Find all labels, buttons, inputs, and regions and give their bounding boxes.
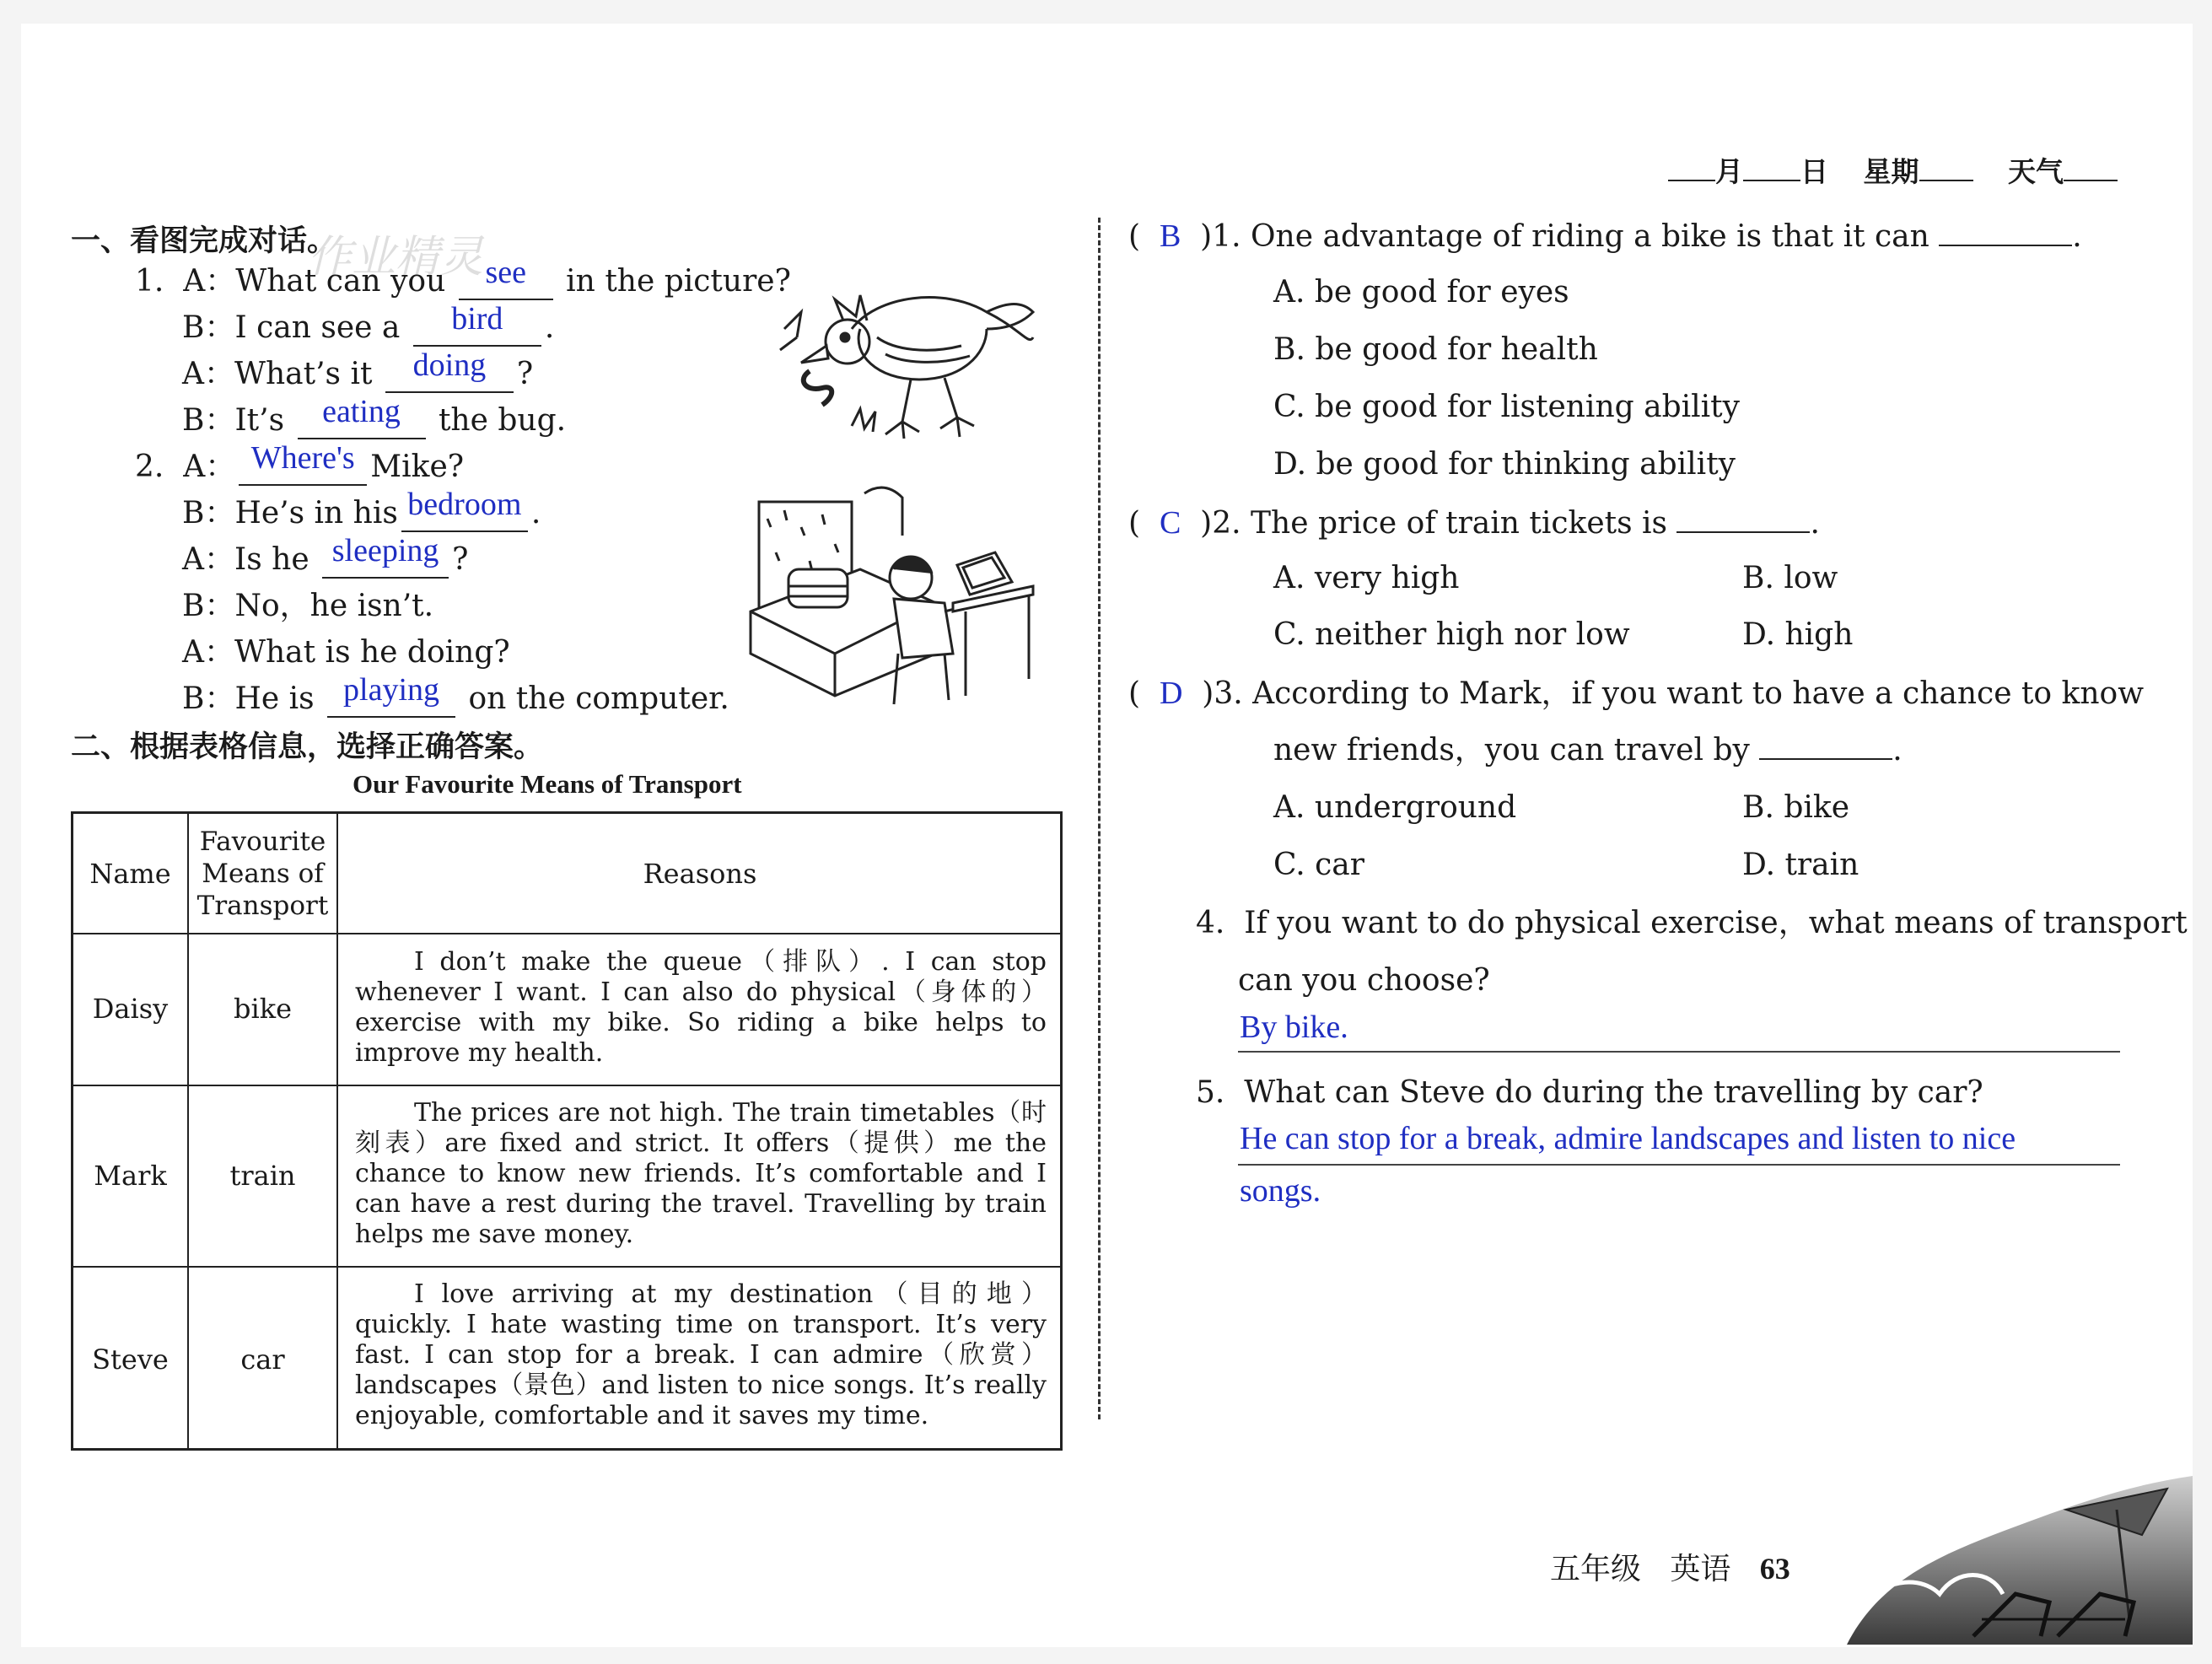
mc1-option-c: C. be good for listening ability [1273,390,1740,424]
q-mc3-line2: new friends，you can travel by . [1273,733,1903,767]
row-mark-means: train [229,1160,296,1192]
section2-title: 二、根据表格信息，选择正确答案。 [71,730,544,764]
day-label: 日 [1800,155,1828,188]
q4-answer-line [1238,1051,2120,1053]
page-divider [1098,218,1101,1419]
weekday-label: 星期 [1863,155,1919,188]
watermark: 作业精灵 [308,232,484,283]
answer-wheres: Where's [250,440,355,476]
mc2-option-a: A. very high [1273,561,1460,595]
q4-answer: By bike. [1240,1010,1348,1045]
mc3-option-a: A. underground [1273,790,1517,825]
row-steve-means: car [240,1344,285,1376]
q5-line1: 5. What can Steve do during the travelling by car? [1196,1075,1983,1110]
q2-line3: A：Is he sleeping ? [182,533,469,577]
q-mc2: ( C )2. The price of train tickets is . [1128,505,1820,541]
q1-line4: B：It’s eating the bug. [182,394,567,438]
row-daisy-means: bike [233,993,293,1025]
answer-bedroom: bedroom [407,487,522,522]
table-title: Our Favourite Means of Transport [353,769,742,799]
answer-doing: doing [412,347,487,383]
mc3-option-c: C. car [1273,848,1364,882]
answer-see: see [485,255,526,290]
row-mark-reason: The prices are not high. The train timetables（时刻表）are fixed and strict. It offers（提供）me the chance to know new friends. It’s comfortable and I can have a rest during the travel. Travelling by train helps me save money. [355,1098,1047,1249]
page-number: 63 [1759,1552,1790,1586]
row-daisy-reason: I don’t make the queue（排队）. I can stop whenever I want. I can also do physical（身体的）exercise with my bike. So riding a bike helps to improve my health. [355,947,1047,1068]
mc1-option-d: D. be good for thinking ability [1273,447,1736,482]
q2-line1: 2. A： Where's Mike? [135,440,465,484]
mc3-option-b: B. bike [1742,790,1850,825]
q2-line4: B：No，he isn’t. [182,589,434,623]
mc3-option-d: D. train [1742,848,1859,882]
q2-line6: B：He is playing on the computer. [182,672,729,716]
date-header [1668,150,2118,190]
boy-on-computer-illustration [742,485,1037,713]
page-footer [1550,1545,1790,1588]
weather-label: 天气 [2008,155,2064,188]
q4-line1: 4. If you want to do physical exercise，what means of transport [1196,906,2188,940]
q1-line3: A：What’s it doing ? [182,347,534,391]
row-daisy-name: Daisy [92,993,169,1025]
subject-label: 英语 [1670,1552,1731,1586]
month-label: 月 [1715,155,1743,188]
header-means: Favourite Means of Transport [196,827,329,921]
q4-line2: can you choose? [1238,963,1490,998]
answer-eating: eating [322,394,401,429]
q5-answer-line2: songs. [1240,1173,1321,1209]
answer-mc1: B [1159,218,1181,254]
q5-answer-line [1238,1164,2120,1166]
q5-answer-line1: He can stop for a break, admire landscapes and listen to nice [1240,1121,2016,1156]
answer-sleeping: sleeping [331,533,439,568]
mc2-option-b: B. low [1742,561,1838,595]
mc2-option-c: C. neither high nor low [1273,617,1630,652]
header-name: Name [89,858,171,890]
q-mc3: ( D )3. According to Mark，if you want to have a chance to know [1128,676,2145,711]
q1-line2: B：I can see a bird . [182,301,555,345]
header-reasons: Reasons [643,858,757,890]
answer-mc2: C [1159,505,1181,541]
row-steve-name: Steve [92,1344,169,1376]
answer-bird: bird [451,301,503,337]
mc1-option-a: A. be good for eyes [1273,275,1569,310]
section1-title: 一、看图完成对话。 [71,224,337,258]
q-mc1: ( B )1. One advantage of riding a bike is that it can . [1128,218,2082,254]
q2-line5: A：What is he doing? [182,635,510,670]
answer-playing: playing [343,672,440,708]
mc2-option-d: D. high [1742,617,1854,652]
row-steve-reason: I love arriving at my destination（目的地）quickly. I hate wasting time on transport. It’s very fast. I can stop for a break. I can admire（欣赏）landscapes（景色）and listen to nice songs. It’s really enjoyable, comfortable and it saves my time. [355,1279,1047,1430]
bird-eating-bug-illustration [776,278,1046,455]
answer-mc3: D [1159,676,1183,711]
grade-label: 五年级 [1550,1552,1642,1586]
mc1-option-b: B. be good for health [1273,332,1598,367]
q1-line1: 1. A：What can you see in the picture? [135,255,791,299]
row-mark-name: Mark [94,1160,167,1192]
beach-scene-decoration [1847,1451,2193,1645]
q2-line2: B：He’s in his bedroom . [182,487,541,530]
transport-table [71,811,1063,1451]
